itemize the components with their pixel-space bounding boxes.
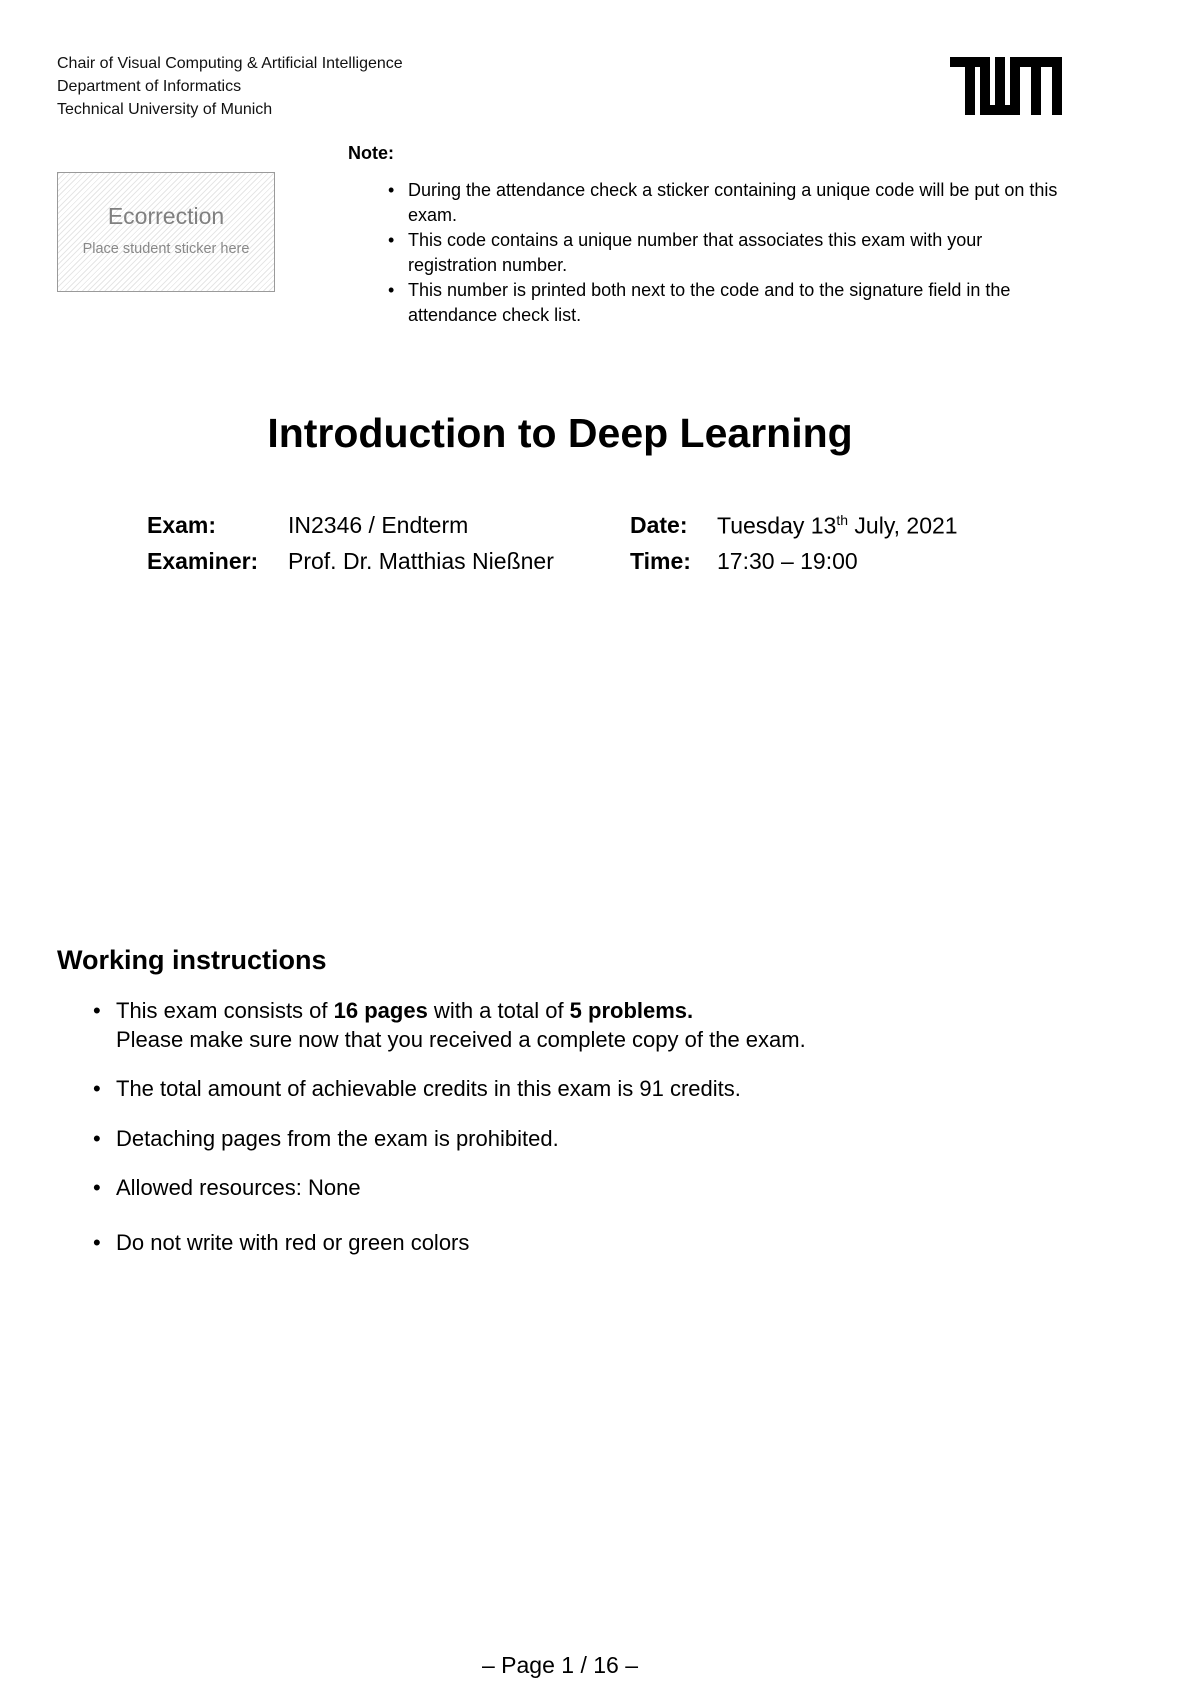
instruction-item-1: [116, 996, 693, 1025]
date-suffix: July, 2021: [848, 512, 958, 539]
note-item: • This number is printed both next to the code and to the signature field in the attendance check list.: [388, 278, 1068, 327]
instruction-item-2: The total amount of achievable credits in this exam is 91 credits.: [116, 1076, 741, 1101]
time-value: 17:30 – 19:00: [717, 548, 858, 574]
bullet-icon: •: [93, 998, 101, 1023]
department-name: Department of Informatics: [57, 78, 242, 95]
time-label: Time:: [630, 548, 691, 574]
exam-title: Introduction to Deep Learning: [267, 410, 853, 456]
tum-logo-icon: [950, 57, 1062, 115]
instruction-item-1-line-2: Please make sure now that you received a complete copy of the exam.: [116, 1027, 806, 1052]
note-list: [388, 178, 1068, 328]
bullet-icon: •: [93, 1175, 101, 1200]
examiner-label: Examiner:: [147, 548, 259, 574]
pages-count: 16 pages: [333, 998, 428, 1023]
date-superscript: th: [836, 512, 849, 528]
problems-count: 5 problems.: [569, 998, 694, 1023]
bullet-icon: •: [93, 1230, 101, 1255]
date-label: Date:: [630, 512, 688, 538]
university-name: Technical University of Munich: [57, 101, 273, 118]
instruction-item-3: Detaching pages from the exam is prohibited.: [116, 1126, 559, 1151]
note-item: • During the attendance check a sticker containing a unique code will be put on this exam.: [388, 178, 1068, 227]
bullet-icon: •: [93, 1126, 101, 1151]
instruction-text: This exam consists of: [116, 998, 334, 1023]
student-sticker-area: [57, 172, 275, 292]
exam-label: Exam:: [147, 512, 217, 538]
chair-name: Chair of Visual Computing & Artificial Intelligence: [57, 55, 403, 72]
instruction-text: with a total of: [427, 998, 570, 1023]
sticker-title: Ecorrection: [107, 203, 225, 229]
instruction-item-5: Do not write with red or green colors: [116, 1230, 470, 1255]
bullet-icon: •: [93, 1076, 101, 1101]
sticker-subtitle: Place student sticker here: [82, 241, 250, 257]
note-label: Note:: [348, 143, 394, 163]
date-prefix: Tuesday 13: [717, 512, 837, 539]
exam-value: IN2346 / Endterm: [288, 512, 469, 538]
note-item: • This code contains a unique number that associates this exam with your registration number.: [388, 228, 1068, 277]
instructions-heading: Working instructions: [57, 945, 327, 975]
date-value: [717, 512, 958, 540]
examiner-value: Prof. Dr. Matthias Nießner: [288, 548, 554, 574]
page-number: – Page 1 / 16 –: [481, 1652, 638, 1678]
instruction-item-4: Allowed resources: None: [116, 1175, 361, 1200]
